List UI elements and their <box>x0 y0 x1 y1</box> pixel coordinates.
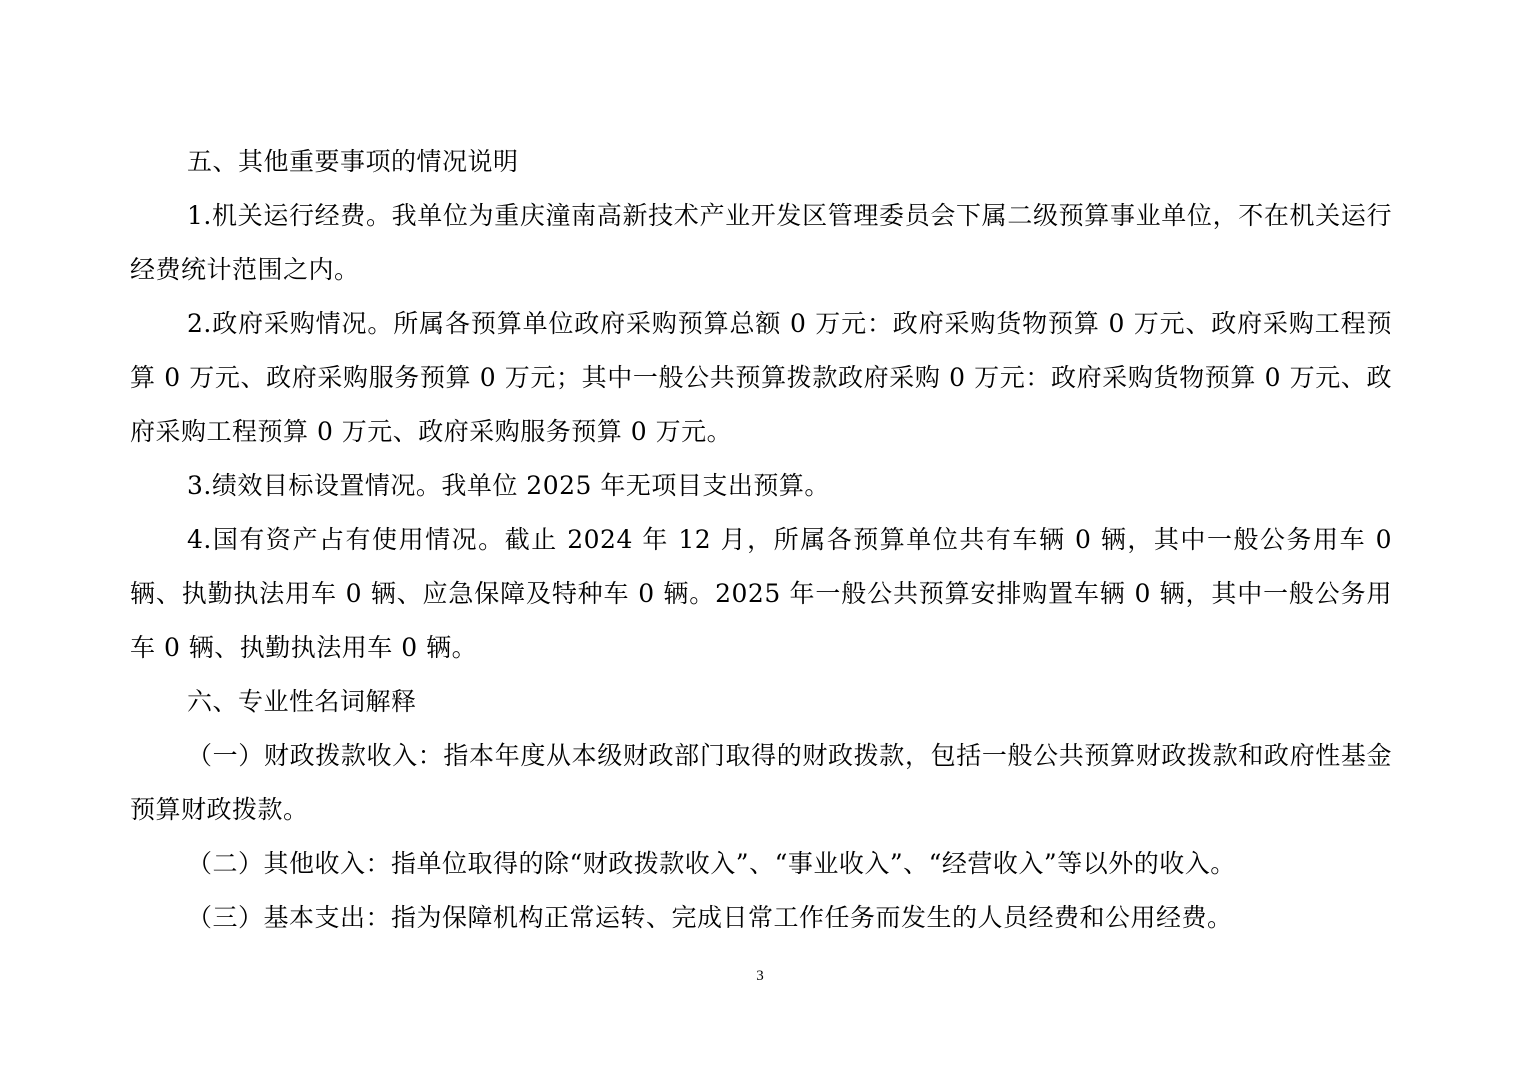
page-number: 3 <box>756 968 764 984</box>
paragraph-government-procurement: 2.政府采购情况。所属各预算单位政府采购预算总额 0 万元：政府采购货物预算 0 万元、政府采购工程预算 0 万元、政府采购服务预算 0 万元；其中一般公共预算拨款政府采购 0 万元：政府采购货物预算 0 万元、政府采购工程预算 0 万元、政府采购服务预算 0 万元。 <box>130 309 1392 446</box>
section-heading-terms: 六、专业性名词解释 <box>187 687 417 716</box>
paragraph-state-assets: 4.国有资产占有使用情况。截止 2024 年 12 月，所属各预算单位共有车辆 0 辆，其中一般公务用车 0 辆、执勤执法用车 0 辆、应急保障及特种车 0 辆。2025 年一般公共预算安排购置车辆 0 辆，其中一般公务用车 0 辆、执勤执法用车 0 辆。 <box>130 525 1392 662</box>
section-heading-other-matters: 五、其他重要事项的情况说明 <box>187 147 519 176</box>
paragraph-term-basic-expenditure: （三）基本支出：指为保障机构正常运转、完成日常工作任务而发生的人员经费和公用经费。 <box>187 903 1233 932</box>
document-body <box>130 135 1392 945</box>
paragraph-term-fiscal-appropriation: （一）财政拨款收入：指本年度从本级财政部门取得的财政拨款，包括一般公共预算财政拨款和政府性基金预算财政拨款。 <box>130 741 1392 824</box>
paragraph-operating-expenses: 1.机关运行经费。我单位为重庆潼南高新技术产业开发区管理委员会下属二级预算事业单位，不在机关运行经费统计范围之内。 <box>130 201 1392 284</box>
paragraph-term-other-income: （二）其他收入：指单位取得的除“财政拨款收入”、“事业收入”、“经营收入”等以外的收入。 <box>187 849 1236 878</box>
paragraph-performance-targets: 3.绩效目标设置情况。我单位 2025 年无项目支出预算。 <box>187 471 830 500</box>
